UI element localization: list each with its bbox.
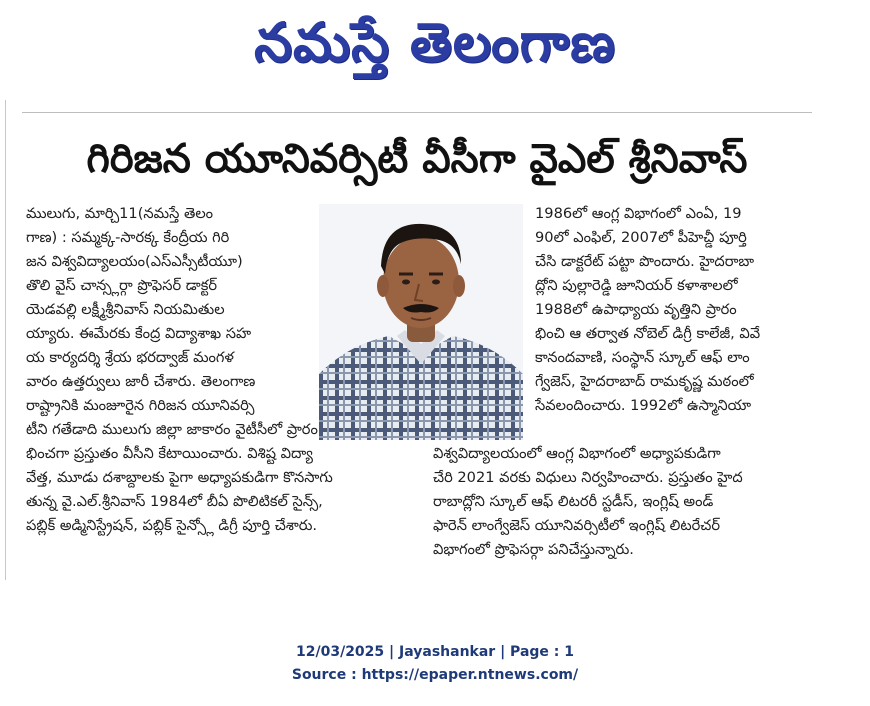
left-border-rule: [5, 100, 6, 580]
text-line: 1986లో ఆంగ్ల విభాగంలో ఎంఏ, 19: [535, 205, 742, 222]
portrait-photo: [319, 204, 523, 440]
text-line: తొలి వైస్ చాన్స్లర్గా ప్రొఫెసర్ డాక్టర్: [26, 277, 218, 294]
article-top-rule: [22, 112, 812, 113]
text-line: వారం ఉత్తర్వులు జారీ చేశారు. తెలంగాణ: [26, 373, 256, 390]
article-column-bottom: [433, 442, 813, 562]
text-line: య్యారు. ఈమేరకు కేంద్ర విద్యాశాఖ సహ: [26, 325, 252, 342]
text-line: 90లో ఎంఫిల్, 2007లో పీహెచ్డీ పూర్తి: [535, 229, 747, 246]
text-line: కానందవాణి, సంస్థాన్ స్కూల్ ఆఫ్ లాం: [535, 349, 750, 366]
text-line: విశ్వవిద్యాలయంలో ఆంగ్ల విభాగంలో అధ్యాపకుడిగా: [433, 445, 721, 462]
source-link[interactable]: Source : https://epaper.ntnews.com/: [291, 667, 579, 683]
text-line: 1988లో ఉపాధ్యాయ వృత్తిని ప్రారం: [535, 301, 737, 318]
text-line: య కార్యదర్శి శ్రేయ భరద్వాజ్ మంగళ: [26, 349, 234, 366]
text-line: సేవలందించారు. 1992లో ఉస్మానియా: [535, 397, 752, 414]
text-line: ద్లోని పుల్లారెడ్డి జూనియర్ కళాశాలలో: [535, 277, 738, 294]
text-line: జన విశ్వవిద్యాలయం(ఎస్ఎస్సీటీయూ): [26, 253, 243, 270]
article-column-right: [535, 202, 813, 418]
text-line: చేసి డాక్టరేట్ పట్టా పొందారు. హైదరాబా: [535, 253, 755, 270]
text-line: గాణ) : సమ్మక్క-సారక్క కేంద్రీయ గిరి: [26, 229, 230, 246]
text-line: చేరి 2021 వరకు విధులు నిర్వహించారు. ప్రస్తుతం హైద: [433, 469, 743, 486]
text-line: ములుగు, మార్చి11(నమస్తే తెలం: [26, 205, 214, 222]
text-line: రాబాద్లోని స్కూల్ ఆఫ్ లిటరరీ స్టడీస్, ఇంగ్లిష్ అండ్: [433, 493, 714, 510]
text-line: రాష్ట్రానికి మంజూరైన గిరిజన యూనివర్సి: [26, 397, 255, 414]
text-line: పబ్లిక్ అడ్మినిస్ట్రేషన్, పబ్లిక్ సైన్స్లో డిగ్రీ పూర్తి చేశారు.: [26, 517, 318, 534]
text-line: భించగా ప్రస్తుతం వీసీని కేటాయించారు. విశిష్ట విద్యా: [26, 445, 313, 462]
text-line: వేత్త, మూడు దశాబ్దాలకు పైగా అధ్యాపకుడిగా కొనసాగు: [26, 469, 333, 486]
portrait-illustration: [319, 204, 523, 440]
newspaper-masthead: నమస్తే తెలంగాణ: [254, 11, 616, 74]
text-line: ఫారెన్ లాంగ్వేజెస్ యూనివర్సిటీలో ఇంగ్లిష్ లిటరేచర్: [433, 517, 721, 534]
text-line: తున్న వై.ఎల్.శ్రీనివాస్ 1984లో బీఏ పొలిటికల్ సైన్స్,: [26, 493, 323, 510]
text-line: గ్వేజెస్, హైదరాబాద్ రామకృష్ణ మఠంలో: [535, 373, 754, 390]
article-headline: గిరిజన యూనివర్సిటీ వీసీగా వైఎల్ శ్రీనివాస్: [86, 136, 748, 182]
text-line: యెడవల్లి లక్ష్మీశ్రీనివాస్ నియమితుల: [26, 301, 225, 318]
text-line: భించి ఆ తర్వాత నోబెల్ డిగ్రీ కాలేజీ, వివే: [535, 325, 761, 342]
text-line: టీని గతేడాది ములుగు జిల్లా జాకారం వైటీసీలో ప్రారం: [26, 421, 318, 438]
edition-info: 12/03/2025 | Jayashankar | Page : 1: [296, 644, 574, 660]
text-line: విభాగంలో ప్రొఫెసర్గా పనిచేస్తున్నారు.: [433, 541, 634, 558]
